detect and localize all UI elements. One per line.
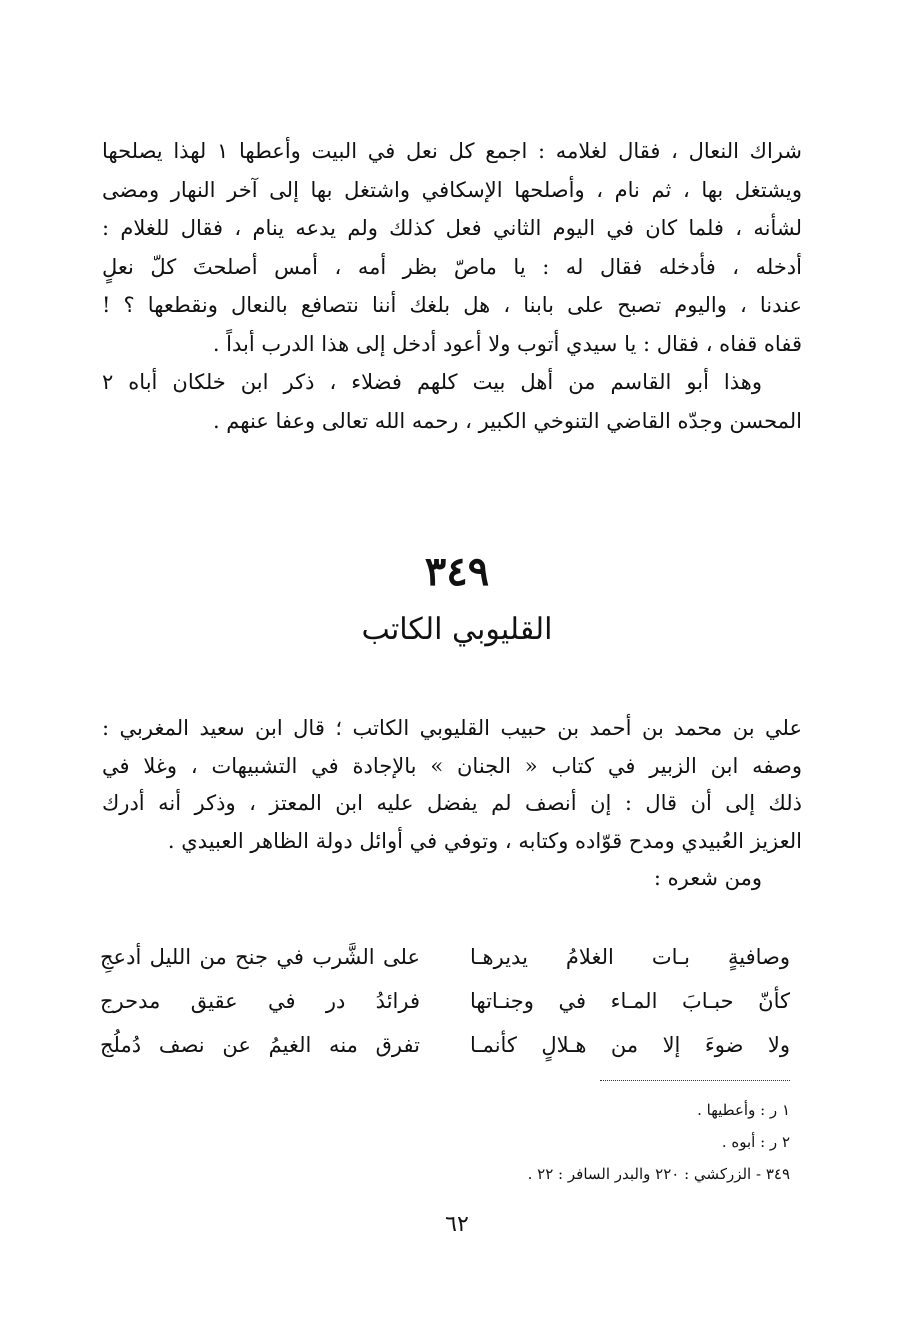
text-line: علي بن محمد بن أحمد بن حبيب القليوبي الكاتب ؛ قال ابن سعيد المغربي :: [102, 716, 802, 740]
poem-verse: [100, 1023, 790, 1067]
text-line: أدخله ، فأدخله فقال له : يا ماصّ بظر أمه ، أمس أصلحتَ كلّ نعلٍ: [102, 254, 802, 279]
page-number: ٦٢: [445, 1212, 469, 1237]
hemistich-second: تفرق منه الغيمُ عن نصف دُملُج: [100, 1033, 420, 1057]
poem-verse: [100, 979, 790, 1023]
text-line: قفاه قفاه ، فقال : يا سيدي أتوب ولا أعود أدخل إلى هذا الدرب أبداً .: [212, 331, 802, 356]
entry-number: ٣٤٩: [424, 548, 490, 595]
entry-title: القليوبي الكاتب: [361, 612, 553, 647]
hemistich-first: ولا ضوءَ إلا من هـلالٍ كأنمـا: [470, 1033, 790, 1057]
hemistich-first: كأنّ حبـابَ المـاء في وجنـاتها: [470, 989, 790, 1013]
entry-paragraph: [102, 710, 802, 898]
footnote-divider: [600, 1080, 790, 1081]
top-paragraph: [102, 132, 802, 440]
text-line: المحسن وجدّه القاضي التنوخي الكبير ، رحمه الله تعالى وعفا عنهم .: [212, 408, 802, 433]
text-line: شراك النعال ، فقال لغلامه : اجمع كل نعل في البيت وأعطها ١ لهذا يصلحها: [102, 139, 802, 163]
footnote: ٣٤٩ - الزركشي : ٢٢٠ والبدر السافر : ٢٢ .: [527, 1165, 790, 1183]
text-line: ذلك إلى أن قال : إن أنصف لم يفضل عليه ابن المعتز ، وذكر أنه أدرك: [102, 791, 802, 815]
poem-verse: [100, 935, 790, 979]
hemistich-first: وصافيةٍ بـات الغلامُ يديرهـا: [470, 945, 790, 969]
text-line: وهذا أبو القاسم من أهل بيت كلهم فضلاء ، ذكر ابن خلكان أباه ٢: [102, 370, 762, 394]
text-line: وصفه ابن الزبير في كتاب « الجنان » بالإجادة في التشبيهات ، وغلا في: [102, 753, 802, 778]
text-line: لشأنه ، فلما كان في اليوم الثاني فعل كذلك ولم يدعه ينام ، فقال للغلام :: [102, 216, 802, 240]
text-line: ويشتغل بها ، ثم نام ، وأصلحها الإسكافي واشتغل بها إلى آخر النهار ومضى: [102, 177, 802, 202]
hemistich-second: فرائدُ در في عقيق مدحرج: [100, 989, 420, 1013]
footnote: ٢ ر : أبوه .: [721, 1133, 790, 1151]
poem-intro: ومن شعره :: [653, 866, 762, 890]
hemistich-second: على الشَّرب في جنح من الليل أدعجِ: [100, 945, 420, 969]
text-line: عندنا ، واليوم تصبح على بابنا ، هل بلغك أننا نتصافع بالنعال ونقطعها ؟ !: [102, 293, 802, 317]
poem: [100, 935, 790, 1067]
text-line: العزيز العُبيدي ومدح قوّاده وكتابه ، وتوفي في أوائل دولة الظاهر العبيدي .: [167, 828, 802, 853]
footnotes: [200, 1094, 790, 1190]
footnote: ١ ر : وأعطيها .: [697, 1101, 790, 1119]
